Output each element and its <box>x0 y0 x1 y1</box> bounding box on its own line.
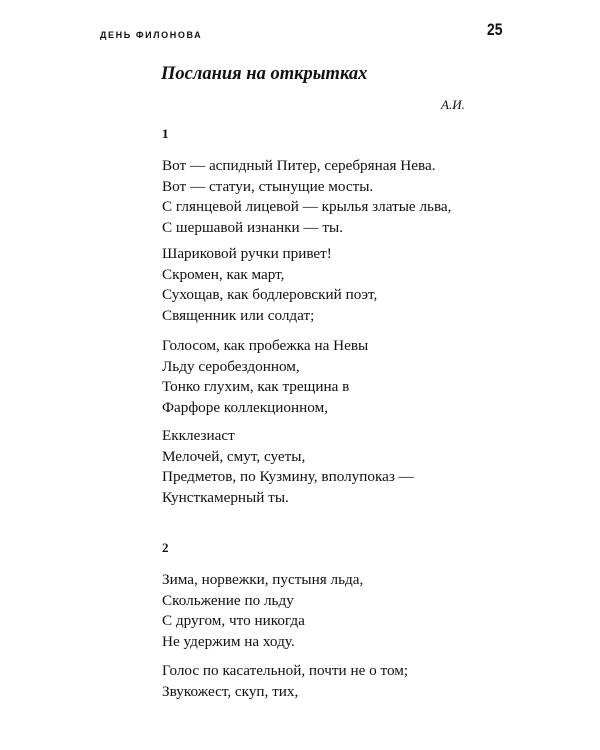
poem-line: Льду серобездонном, <box>162 357 300 375</box>
poem-line: Зима, норвежки, пустыня льда, <box>162 571 364 588</box>
poem-line: Кунсткамерный ты. <box>162 488 289 506</box>
stanza <box>162 426 482 508</box>
poem-line: Скромен, как март, <box>162 265 285 283</box>
poem-line: Фарфоре коллекционном, <box>162 398 328 416</box>
poem-title: Послания на открытках <box>161 64 368 84</box>
poem-line: Не удержим на ходу. <box>162 632 295 650</box>
section-number: 2 <box>162 540 169 555</box>
stanza <box>162 156 482 238</box>
poem-line: Вот — статуи, стынущие мосты. <box>162 177 374 195</box>
poem-line: Мелочей, смут, суеты, <box>162 447 306 465</box>
poem-line: Предметов, по Кузмину, вполупоказ — <box>162 468 414 485</box>
poem-line: Голос по касательной, почти не о том; <box>162 662 409 679</box>
poem-line: Звукожест, скуп, тих, <box>162 682 299 700</box>
poem-line: Тонко глухим, как трещина в <box>162 378 350 395</box>
stanza <box>162 336 482 418</box>
poem-line: Шариковой ручки привет! <box>162 245 332 262</box>
poem-line: С глянцевой лицевой — крылья златые льва, <box>162 198 452 215</box>
poem-line: Екклезиаст <box>162 427 235 444</box>
poem-line: Скольжение по льду <box>162 591 294 609</box>
poem-line: Священник или солдат; <box>162 306 315 324</box>
poem-line: Вот — аспидный Питер, серебряная Нева. <box>162 157 436 174</box>
stanza <box>162 244 482 326</box>
stanza <box>162 570 482 652</box>
running-head: ДЕНЬ ФИЛОНОВА <box>100 30 203 40</box>
poem-line: Голосом, как пробежка на Невы <box>162 337 369 354</box>
page-number: 25 <box>487 20 503 39</box>
poem-line: С шершавой изнанки — ты. <box>162 218 344 236</box>
stanza <box>162 661 482 702</box>
section-number: 1 <box>162 126 169 141</box>
poem-line: С другом, что никогда <box>162 612 305 629</box>
dedication: А.И. <box>441 97 465 112</box>
poem-line: Сухощав, как бодлеровский поэт, <box>162 286 378 303</box>
